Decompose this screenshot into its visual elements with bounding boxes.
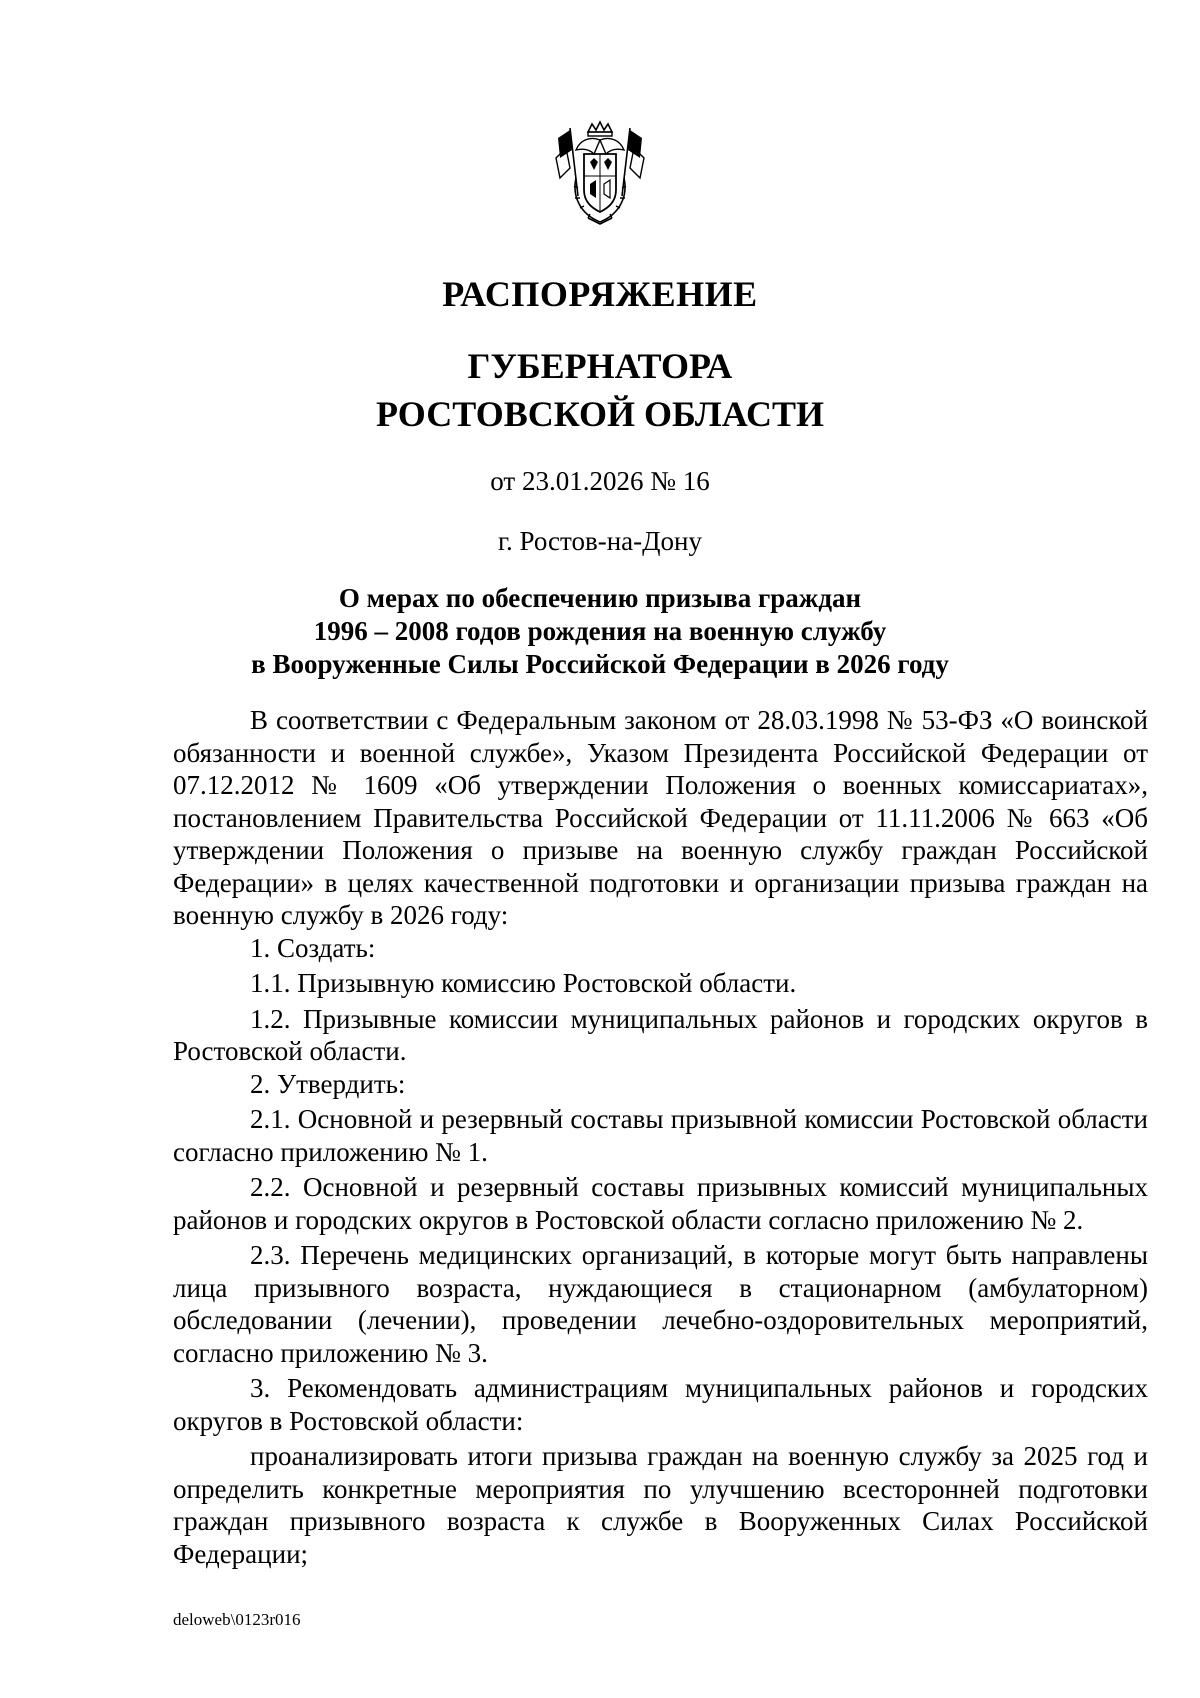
item-1-1: 1.1. Призывную комиссию Ростовской области. bbox=[250, 968, 797, 998]
document-body bbox=[173, 704, 1148, 1570]
file-code: deloweb\0123r016 bbox=[173, 1610, 301, 1629]
subject-line-3: в Вооруженные Силы Российской Федерации в 2026 году bbox=[251, 649, 949, 679]
item-1: 1. Создать: bbox=[250, 932, 376, 963]
item-2-1: 2.1. Основной и резервный составы призывной комиссии Ростовской области согласно приложению № 1. bbox=[173, 1104, 1148, 1167]
document-type-heading: РАСПОРЯЖЕНИЕ bbox=[442, 274, 758, 314]
preamble-paragraph: В соответствии с Федеральным законом от 28.03.1998 № 53-ФЗ «О воинской обязанности и военной службе», Указом Президента Российской Федерации от 07.12.2012 № 1609 «Об утверждении Положения о военных комиссариатах», постановлением Правительства Российской Федерации от 11.11.2006 № 663 «Об утверждении Положения о призыве на военную службу граждан Российской Федерации» в целях качественной подготовки и организации призыва граждан на военную службу в 2026 году: bbox=[173, 705, 1148, 930]
item-2-3: 2.3. Перечень медицинских организаций, в которые могут быть направлены лица призывного возраста, нуждающиеся в стационарном (амбулаторном) обследовании (лечении), проведении лечебно-оздоровительных мероприятий, согласно приложению № 3. bbox=[173, 1240, 1148, 1368]
subject-line-1: О мерах по обеспечению призыва граждан bbox=[338, 583, 862, 613]
item-3-a: проанализировать итоги призыва граждан на военную службу за 2025 год и определить конкретные мероприятия по улучшению всесторонней подготовки граждан призывного возраста к службе в Вооруженных Силах Российской Федерации; bbox=[173, 1441, 1148, 1569]
subject-line-2: 1996 – 2008 годов рождения на военную службу bbox=[313, 616, 887, 646]
document-date-number: от 23.01.2026 № 16 bbox=[490, 466, 710, 496]
document-subject bbox=[0, 582, 1200, 681]
issuer-heading bbox=[0, 342, 1200, 438]
item-2-2: 2.2. Основной и резервный составы призывных комиссий муниципальных районов и городских округов в Ростовской области согласно приложению № 2. bbox=[173, 1172, 1148, 1235]
issuer-line-2: РОСТОВСКОЙ ОБЛАСТИ bbox=[376, 394, 824, 434]
document-city: г. Ростов-на-Дону bbox=[497, 526, 702, 556]
rostov-oblast-coat-of-arms-icon bbox=[550, 118, 650, 228]
item-3: 3. Рекомендовать администрациям муниципальных районов и городских округов в Ростовской области: bbox=[173, 1373, 1148, 1436]
item-1-2: 1.2. Призывные комиссии муниципальных районов и городских округов в Ростовской области. bbox=[173, 1003, 1148, 1066]
issuer-line-1: ГУБЕРНАТОРА bbox=[467, 346, 733, 386]
item-2: 2. Утвердить: bbox=[250, 1068, 406, 1099]
